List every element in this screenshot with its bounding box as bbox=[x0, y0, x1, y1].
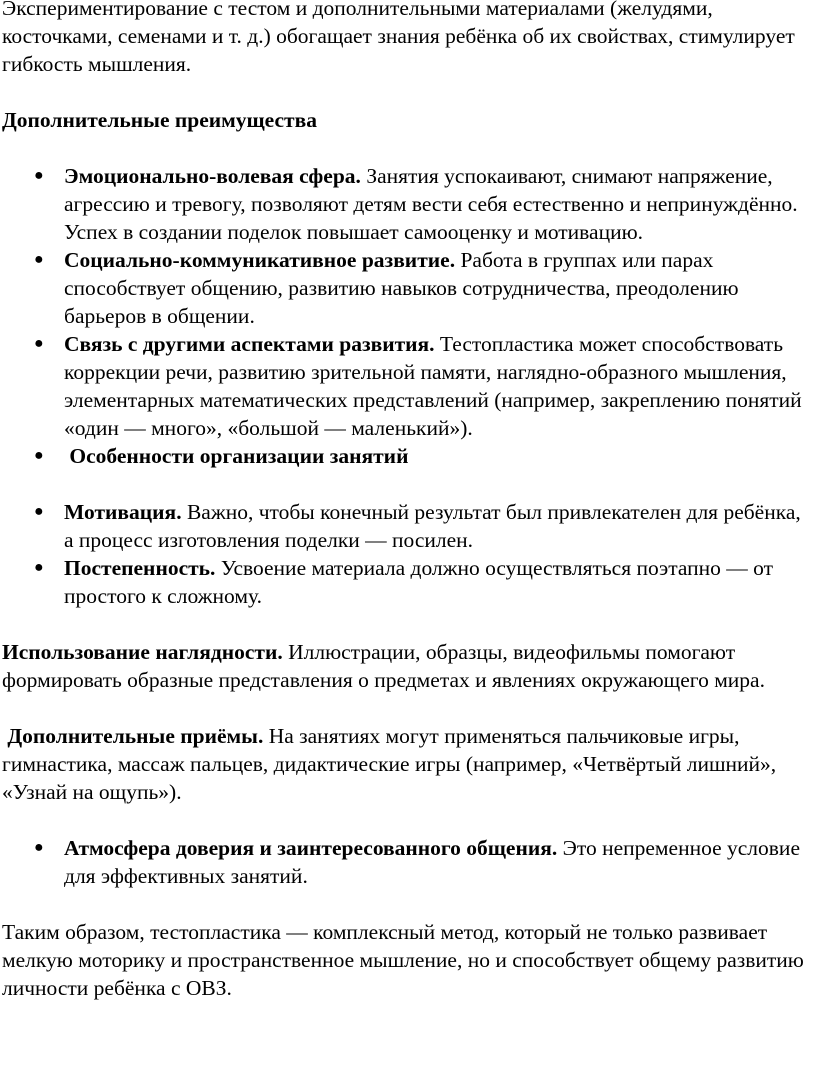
list-item bbox=[34, 162, 814, 246]
conclusion-paragraph: Таким образом, тестопластика — комплексный метод, который не только развивает мелкую моторику и пространственное мышление, но и способствует общему развитию личности ребёнка с ОВЗ. bbox=[2, 920, 804, 1000]
list-item-text: Важно, чтобы конечный результат был привлекателен для ребёнка, а процесс изготовления поделки — посилен. bbox=[64, 500, 801, 552]
spacer bbox=[2, 890, 814, 918]
intro-paragraph: Экспериментирование с тестом и дополнительными материалами (желудями, косточками, семенами и т. д.) обогащает знания ребёнка об их свойствах, стимулирует гибкость мышления. bbox=[2, 0, 795, 76]
list-item bbox=[34, 498, 814, 554]
list-item-text: Работа в группах или парах способствует общению, развитию навыков сотрудничества, преодолению барьеров в общении. bbox=[64, 248, 739, 328]
advantages-heading-text: Дополнительные преимущества bbox=[2, 108, 317, 132]
bullet-icon: ● bbox=[34, 447, 44, 464]
list-item-title: Особенности организации занятий bbox=[64, 444, 409, 468]
bullet-icon: ● bbox=[34, 503, 44, 520]
bullet-icon: ● bbox=[34, 335, 44, 352]
list-item-title: Эмоционально-волевая сфера. bbox=[64, 164, 361, 188]
list-item-text: Занятия успокаивают, снимают напряжение, агрессию и тревогу, позволяют детям вести себя естественно и непринуждённо. Успех в создании поделок повышает самооценку и мотивацию. bbox=[64, 164, 798, 244]
bullet-icon: ● bbox=[34, 251, 44, 268]
advantages-list bbox=[2, 162, 814, 470]
advantages-heading bbox=[2, 106, 814, 134]
visual-text: Иллюстрации, образцы, видеофильмы помогают формировать образные представления о предметах и явлениях окружающего мира. bbox=[2, 640, 765, 692]
spacer bbox=[2, 470, 814, 498]
list-item-title: Мотивация. bbox=[64, 500, 182, 524]
list-item-text: Это непременное условие для эффективных занятий. bbox=[64, 836, 800, 888]
spacer bbox=[2, 806, 814, 834]
list-item-title: Социально-коммуникативное развитие. bbox=[64, 248, 456, 272]
visual-paragraph bbox=[2, 638, 814, 694]
techniques-paragraph bbox=[2, 722, 814, 806]
list-item bbox=[34, 554, 814, 610]
visual-title: Использование наглядности. bbox=[2, 640, 283, 664]
spacer bbox=[2, 134, 814, 162]
list-item bbox=[34, 834, 814, 890]
organization-list bbox=[2, 498, 814, 610]
spacer bbox=[2, 610, 814, 638]
techniques-text: На занятиях могут применяться пальчиковые игры, гимнастика, массаж пальцев, дидактические игры (например, «Четвёртый лишний», «Узнай на ощупь»). bbox=[2, 724, 777, 804]
atmosphere-list bbox=[2, 834, 814, 890]
bullet-icon: ● bbox=[34, 167, 44, 184]
bullet-icon: ● bbox=[34, 559, 44, 576]
list-item-title: Связь с другими аспектами развития. bbox=[64, 332, 435, 356]
spacer bbox=[2, 694, 814, 722]
list-item bbox=[34, 246, 814, 330]
bullet-icon: ● bbox=[34, 839, 44, 856]
list-item-text: Тестопластика может способствовать коррекции речи, развитию зрительной памяти, наглядно-образного мышления, элементарных математических представлений (например, закреплению понятий «один — много», «большой — маленький»). bbox=[64, 332, 802, 440]
list-item-title: Атмосфера доверия и заинтересованного общения. bbox=[64, 836, 558, 860]
list-item-text: Усвоение материала должно осуществляться поэтапно — от простого к сложному. bbox=[64, 556, 774, 608]
list-item-title: Постепенность. bbox=[64, 556, 216, 580]
techniques-title: Дополнительные приёмы. bbox=[2, 724, 264, 748]
list-item bbox=[34, 442, 814, 470]
spacer bbox=[2, 78, 814, 106]
list-item bbox=[34, 330, 814, 442]
